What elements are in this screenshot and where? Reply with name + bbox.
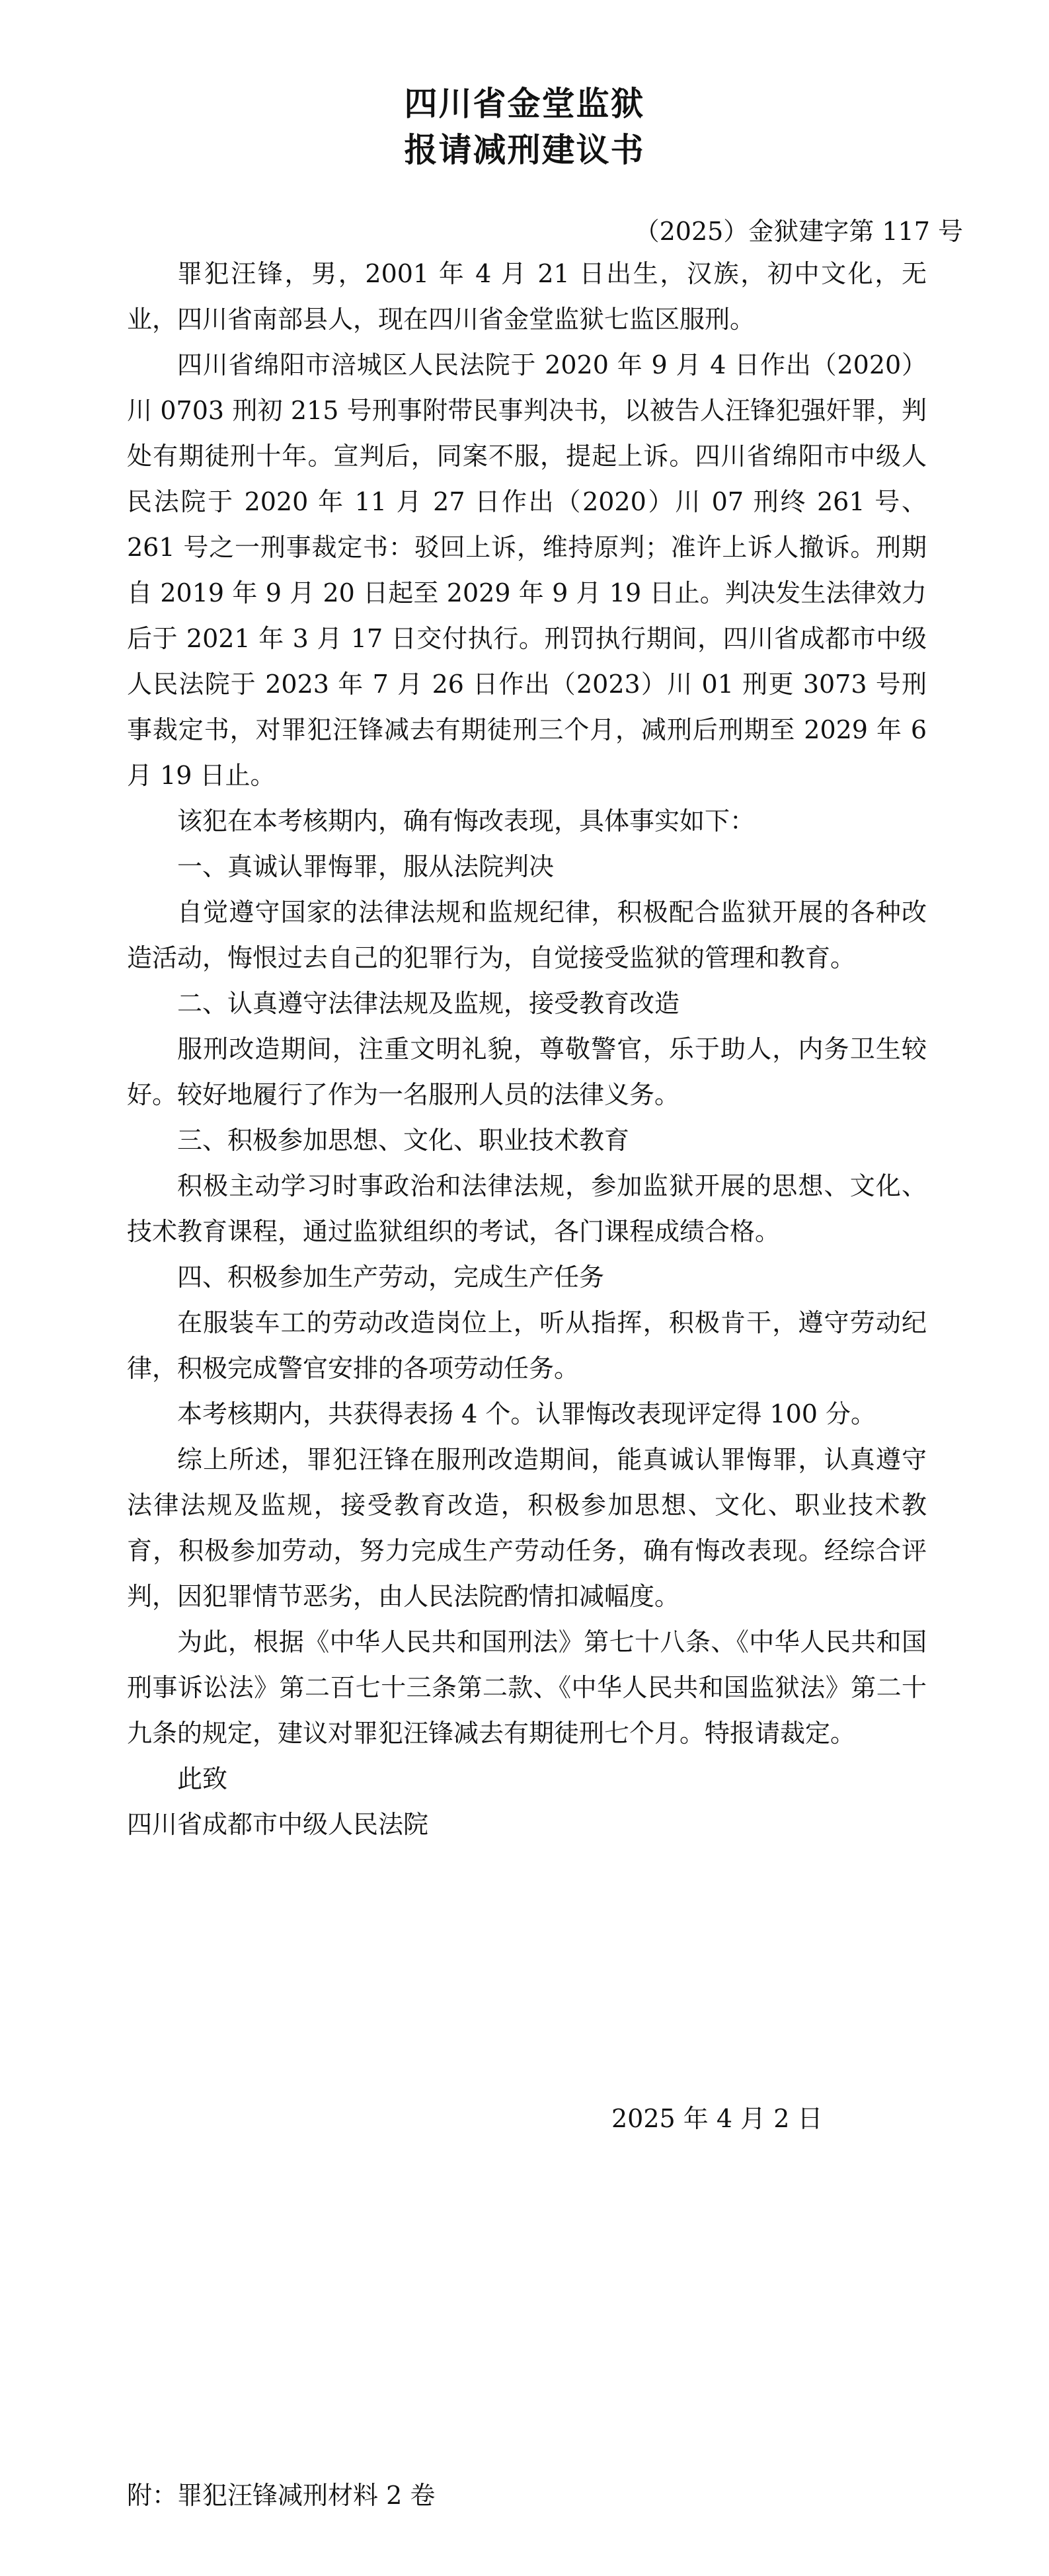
paragraph-facts-intro: 该犯在本考核期内，确有悔改表现，具体事实如下： — [177, 806, 756, 836]
paragraph-salutation: 此致 — [177, 1764, 228, 1793]
section-heading-1: 一、真诚认罪悔罪，服从法院判决 — [177, 852, 555, 881]
recipient-court: 四川省成都市中级人民法院 — [127, 1810, 429, 1839]
section-heading-4: 四、积极参加生产劳动，完成生产任务 — [177, 1263, 605, 1292]
section-heading-2: 二、认真遵守法律法规及监规，接受教育改造 — [177, 989, 680, 1018]
paragraph-summary: 综上所述，罪犯汪锋在服刑改造期间，能真诚认罪悔罪，认真遵守法律法规及监规，接受教育改造，积极参加思想、文化、职业技术教育，积极参加劳动，努力完成生产劳动任务，确有悔改表现。经综合评判，因犯罪情节恶劣，由人民法院酌情扣减幅度。 — [127, 1445, 927, 1611]
paragraph-awards: 本考核期内，共获得表扬 4 个。认罪悔改表现评定得 100 分。 — [177, 1399, 876, 1428]
paragraph-sentence-history: 四川省绵阳市涪城区人民法院于 2020 年 9 月 4 日作出（2020）川 0703 刑初 215 号刑事附带民事判决书，以被告人汪锋犯强奸罪，判处有期徒刑十年。宣判后，同案不服，提起上诉。四川省绵阳市中级人民法院于 2020 年 11 月 27 日作出（2020）川 07 刑终 261 号、261 号之一刑事裁定书：驳回上诉，维持原判；准许上诉人撤诉。刑期自 2019 年 9 月 20 日起至 2029 年 9 月 19 日止。判决发生法律效力后于 2021 年 3 月 17 日交付执行。刑罚执行期间，四川省成都市中级人民法院于 2023 年 7 月 26 日作出（2023）川 01 刑更 3073 号刑事裁定书，对罪犯汪锋减去有期徒刑三个月，减刑后刑期至 2029 年 6 月 19 日止。 — [127, 350, 927, 790]
attachment-note: 附：罪犯汪锋减刑材料 2 卷 — [127, 2481, 436, 2510]
document-title-line1: 四川省金堂监狱 — [404, 85, 645, 123]
paragraph-section-4: 在服装车工的劳动改造岗位上，听从指挥，积极肯干，遵守劳动纪律，积极完成警官安排的各项劳动任务。 — [127, 1308, 927, 1383]
paragraph-criminal-info: 罪犯汪锋，男，2001 年 4 月 21 日出生，汉族，初中文化，无业，四川省南部县人，现在四川省金堂监狱七监区服刑。 — [127, 259, 927, 334]
paragraph-section-3: 积极主动学习时事政治和法律法规，参加监狱开展的思想、文化、技术教育课程，通过监狱组织的考试，各门课程成绩合格。 — [127, 1171, 927, 1246]
paragraph-recommendation: 为此，根据《中华人民共和国刑法》第七十八条、《中华人民共和国刑事诉讼法》第二百七十三条第二款、《中华人民共和国监狱法》第二十九条的规定，建议对罪犯汪锋减去有期徒刑七个月。特报请裁定。 — [127, 1627, 927, 1748]
section-heading-3: 三、积极参加思想、文化、职业技术教育 — [177, 1126, 630, 1155]
document-body — [127, 251, 927, 1848]
paragraph-section-1: 自觉遵守国家的法律法规和监规纪律，积极配合监狱开展的各种改造活动，悔恨过去自己的犯罪行为，自觉接受监狱的管理和教育。 — [127, 898, 927, 972]
document-title-line2: 报请减刑建议书 — [404, 131, 645, 169]
document-date: 2025 年 4 月 2 日 — [611, 2104, 823, 2133]
document-number: （2025）金狱建字第 117 号 — [634, 217, 963, 246]
paragraph-section-2: 服刑改造期间，注重文明礼貌，尊敬警官，乐于助人，内务卫生较好。较好地履行了作为一名服刑人员的法律义务。 — [127, 1034, 927, 1109]
